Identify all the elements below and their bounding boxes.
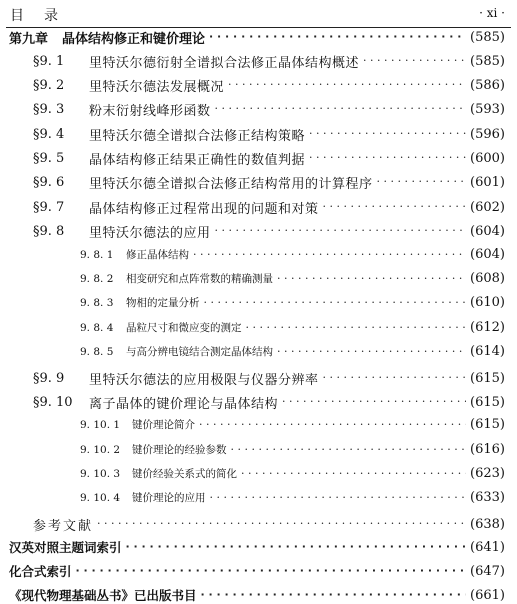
toc-entry[interactable] [0, 490, 517, 505]
toc-entry-number: §9. 6 [33, 175, 65, 190]
toc-entry-title: 里特沃尔德全谱拟合法修正结构策略 [89, 129, 306, 144]
toc-entry-page: (615) [470, 417, 505, 432]
toc-entry-number: §9. 2 [33, 78, 65, 93]
toc-entry-title: 化合式索引 [9, 564, 72, 579]
dot-leader [76, 565, 467, 578]
toc-entry[interactable] [0, 295, 517, 310]
toc-entry-page: (647) [470, 563, 505, 579]
toc-entry[interactable] [0, 247, 517, 262]
toc-entry-number: 9. 8. 2 [80, 272, 114, 285]
toc-entry[interactable] [0, 442, 517, 457]
toc-entry-page: (596) [470, 127, 505, 142]
toc-entry-title: 晶体结构修正和键价理论 [62, 32, 206, 47]
toc-entry-page: (623) [470, 466, 505, 481]
toc-entry-title: 键价理论的经验参数 [132, 444, 227, 456]
dot-leader [309, 128, 466, 141]
toc-entry-page: (638) [470, 517, 505, 532]
dot-leader [97, 518, 466, 531]
toc-entry-number: 9. 10. 3 [80, 467, 121, 480]
dot-leader [228, 79, 466, 92]
dot-leader [282, 396, 466, 409]
toc-entry[interactable] [0, 586, 517, 604]
toc-entry-page: (602) [470, 200, 505, 215]
dot-leader [193, 249, 466, 260]
header-title-char-1: 目 [10, 8, 24, 24]
toc-entry-title: 《现代物理基础丛书》已出版书目 [9, 588, 197, 603]
dot-leader [377, 176, 467, 189]
toc-entry-title: 里特沃尔德法发展概况 [89, 80, 225, 95]
toc-entry-title: 键价理论的应用 [132, 492, 206, 504]
header-page-number: · xi · [479, 6, 505, 20]
toc-entry-page: (615) [470, 395, 505, 410]
dot-leader [215, 103, 467, 116]
toc-entry-title: 汉英对照主题词索引 [9, 540, 122, 555]
toc-entry-title: 键价理论简介 [132, 419, 195, 431]
toc-entry-title: 里特沃尔德法的应用极限与仪器分辨率 [89, 373, 319, 388]
dot-leader [199, 419, 466, 430]
toc-entry-page: (633) [470, 490, 505, 505]
toc-entry-title: 离子晶体的键价理论与晶体结构 [89, 397, 279, 412]
toc-entry-number: 9. 10. 4 [80, 491, 121, 504]
dot-leader [201, 589, 467, 602]
toc-entry-number: 9. 8. 1 [80, 248, 114, 261]
dot-leader [309, 152, 466, 165]
toc-entry-page: (616) [470, 442, 505, 457]
toc-entry[interactable] [0, 417, 517, 432]
toc-entry[interactable] [0, 344, 517, 359]
toc-entry-title: 晶体结构修正过程常出现的问题和对策 [89, 202, 319, 217]
toc-entry-title: 修正晶体结构 [126, 249, 189, 261]
toc-entry-number: 9. 8. 5 [80, 345, 114, 358]
toc-entry-title: 与高分辨电镜结合测定晶体结构 [126, 346, 273, 358]
dot-leader [209, 31, 466, 44]
dot-leader [241, 468, 466, 479]
toc-entry-page: (604) [470, 224, 505, 239]
dot-leader [246, 322, 467, 333]
dot-leader [323, 372, 467, 385]
toc-entry-page: (608) [470, 271, 505, 286]
toc-entry-number: 9. 10. 1 [80, 418, 121, 431]
toc-entry-number: §9. 4 [33, 127, 65, 142]
toc-entry-page: (661) [470, 587, 505, 603]
toc-entry-title: 参考文献 [33, 519, 94, 534]
toc-entry-number: §9. 1 [33, 54, 65, 69]
toc-entry[interactable] [0, 562, 517, 580]
toc-entry-page: (615) [470, 371, 505, 386]
toc-entry[interactable] [0, 538, 517, 556]
toc-entry-page: (601) [470, 175, 505, 190]
dot-leader [126, 541, 467, 554]
dot-leader [363, 55, 466, 68]
toc-entry[interactable] [0, 320, 517, 335]
toc-entry-title: 粉末衍射线峰形函数 [89, 104, 211, 119]
toc-entry-number: §9. 5 [33, 151, 65, 166]
toc-entry[interactable] [0, 198, 517, 217]
toc-entry[interactable] [0, 393, 517, 412]
toc-entry-title: 里特沃尔德全谱拟合法修正结构常用的计算程序 [89, 177, 373, 192]
toc-entry-page: (586) [470, 78, 505, 93]
toc-entry-number: 9. 10. 2 [80, 443, 121, 456]
toc-entry-page: (612) [470, 320, 505, 335]
toc-entry-page: (614) [470, 344, 505, 359]
toc-entry-title: 物相的定量分析 [126, 297, 200, 309]
toc-entry[interactable] [0, 125, 517, 144]
toc-entry[interactable] [0, 149, 517, 168]
toc-entry[interactable] [0, 222, 517, 241]
dot-leader [277, 346, 466, 357]
toc-entry-page: (585) [470, 54, 505, 69]
header-title [10, 5, 58, 25]
dot-leader [210, 492, 467, 503]
toc-entry-title: 晶体结构修正结果正确性的数值判据 [89, 153, 306, 168]
toc-entry-number: §9. 8 [33, 224, 65, 239]
toc-entry-title: 键价经验关系式的简化 [132, 468, 237, 480]
toc-entry-page: (585) [470, 30, 505, 45]
dot-leader [231, 444, 467, 455]
toc-entry-number: 第九章 [9, 32, 49, 47]
toc-entry-title: 里特沃尔德法的应用 [89, 226, 211, 241]
toc-entry[interactable] [0, 52, 517, 71]
toc-entry-number: §9. 10 [33, 395, 73, 410]
dot-leader [323, 201, 467, 214]
dot-leader [215, 225, 467, 238]
toc-entry[interactable] [0, 76, 517, 95]
toc-entry-number: §9. 9 [33, 371, 65, 386]
toc-entry-title: 里特沃尔德衍射全谱拟合法修正晶体结构概述 [89, 56, 360, 71]
toc-entry-number: §9. 3 [33, 102, 65, 117]
toc-entry-title: 相变研究和点阵常数的精确测量 [126, 273, 273, 285]
toc-entry[interactable] [0, 369, 517, 388]
toc-entry[interactable] [0, 173, 517, 192]
toc-entry[interactable] [0, 515, 517, 534]
toc-entry[interactable] [0, 28, 517, 47]
toc-entry-page: (593) [470, 102, 505, 117]
toc-entry[interactable] [0, 100, 517, 119]
toc-entry-page: (604) [470, 247, 505, 262]
dot-leader [204, 297, 467, 308]
toc-entry-page: (641) [470, 539, 505, 555]
toc-entry-number: 9. 8. 3 [80, 296, 114, 309]
toc-entry[interactable] [0, 466, 517, 481]
toc-entry-number: §9. 7 [33, 200, 65, 215]
dot-leader [277, 273, 466, 284]
toc-entry-page: (610) [470, 295, 505, 310]
page-header [0, 0, 517, 28]
toc-entry-page: (600) [470, 151, 505, 166]
toc-entry-number: 9. 8. 4 [80, 321, 114, 334]
toc-entry-title: 晶粒尺寸和微应变的测定 [126, 322, 242, 334]
header-title-char-2: 录 [44, 8, 58, 24]
toc-entry[interactable] [0, 271, 517, 286]
